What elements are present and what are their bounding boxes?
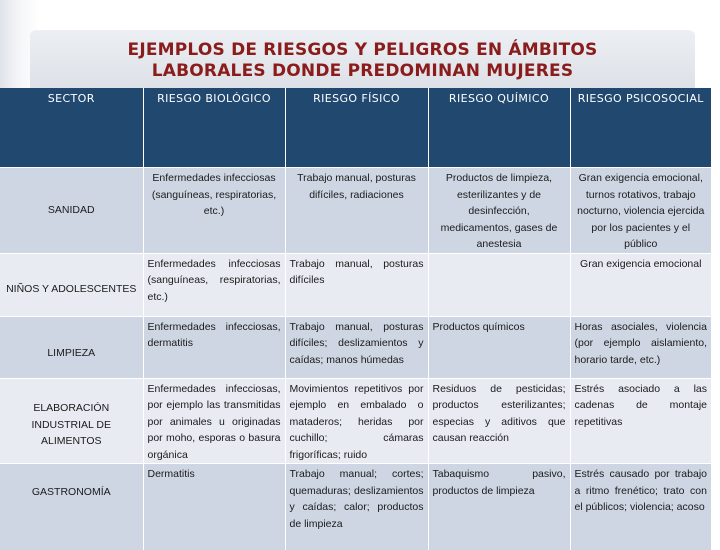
sector-cell: LIMPIEZA xyxy=(0,316,143,378)
header-quimico: RIESGO QUÍMICO xyxy=(428,88,570,168)
biologico-cell: Dermatitis xyxy=(143,464,285,550)
title-line-2: LABORALES DONDE PREDOMINAN MUJERES xyxy=(151,61,574,81)
header-biologico: RIESGO BIOLÓGICO xyxy=(143,88,285,168)
sector-cell: GASTRONOMÍA xyxy=(0,464,143,550)
quimico-cell: Residuos de pesticidas; productos esterilizantes; especias y aditivos que causan reacción xyxy=(428,378,570,464)
quimico-cell: Productos químicos xyxy=(428,316,570,378)
biologico-cell: Enfermedades infecciosas, dermatitis xyxy=(143,316,285,378)
sector-cell: NIÑOS Y ADOLESCENTES xyxy=(0,253,143,316)
table-row-ninos xyxy=(0,253,711,316)
table-row-alimentos xyxy=(0,378,711,464)
psicosocial-cell: Estrés causado por trabajo a ritmo frenético; trato con el públicos; violencia; acoso xyxy=(570,464,711,550)
quimico-cell: Productos de limpieza, esterilizantes y de desinfección, medicamentos, gases de anestesia xyxy=(428,168,570,254)
table-row-sanidad xyxy=(0,168,711,254)
header-row xyxy=(0,88,711,168)
title-line-1: EJEMPLOS DE RIESGOS Y PELIGROS EN ÁMBITOS xyxy=(127,40,598,60)
sector-cell: SANIDAD xyxy=(0,168,143,254)
table-body xyxy=(0,168,711,550)
fisico-cell: Trabajo manual, posturas difíciles, radiaciones xyxy=(285,168,428,254)
biologico-cell: Enfermedades infecciosas, por ejemplo las transmitidas por animales u originadas por moho, esporas o basura orgánica xyxy=(143,378,285,464)
sector-cell: ELABORACIÓN INDUSTRIAL DE ALIMENTOS xyxy=(0,378,143,464)
slide-title xyxy=(30,40,695,82)
psicosocial-cell: Gran exigencia emocional xyxy=(570,253,711,316)
table-header xyxy=(0,88,711,168)
table-row-limpieza xyxy=(0,316,711,378)
table-row-gastronomia xyxy=(0,464,711,550)
header-fisico: RIESGO FÍSICO xyxy=(285,88,428,168)
fisico-cell: Trabajo manual, posturas difíciles xyxy=(285,253,428,316)
quimico-cell: Tabaquismo pasivo, productos de limpieza xyxy=(428,464,570,550)
biologico-cell: Enfermedades infecciosas (sanguíneas, respiratorias, etc.) xyxy=(143,168,285,254)
fisico-cell: Movimientos repetitivos por ejemplo en embalado o mataderos; heridas por cuchillo; cámaras frigoríficas; ruido xyxy=(285,378,428,464)
header-psicosocial: RIESGO PSICOSOCIAL xyxy=(570,88,711,168)
psicosocial-cell: Horas asociales, violencia (por ejemplo aislamiento, horario tarde, etc.) xyxy=(570,316,711,378)
psicosocial-cell: Gran exigencia emocional, turnos rotativos, trabajo nocturno, violencia ejercida por los pacientes y el público xyxy=(570,168,711,254)
header-sector: SECTOR xyxy=(0,88,143,168)
biologico-cell: Enfermedades infecciosas (sanguíneas, respiratorias, etc.) xyxy=(143,253,285,316)
fisico-cell: Trabajo manual, posturas difíciles; deslizamientos y caídas; manos húmedas xyxy=(285,316,428,378)
risk-table xyxy=(0,88,711,550)
fisico-cell: Trabajo manual; cortes; quemaduras; deslizamientos y caídas; calor; productos de limpieza xyxy=(285,464,428,550)
quimico-cell xyxy=(428,253,570,316)
psicosocial-cell: Estrés asociado a las cadenas de montaje repetitivas xyxy=(570,378,711,464)
